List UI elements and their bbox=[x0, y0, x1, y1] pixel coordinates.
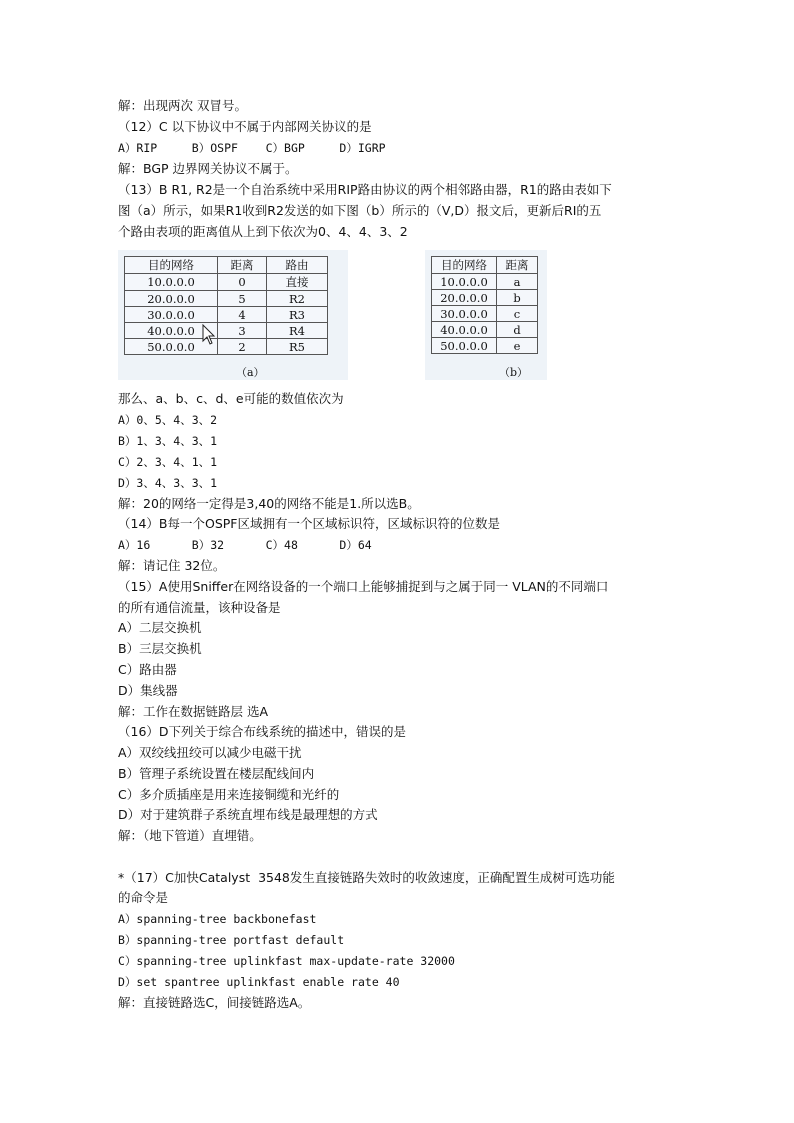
question-15-option-c: C）路由器 bbox=[118, 662, 177, 677]
question-15-line-1: （15）A使用Sniffer在网络设备的一个端口上能够捕捉到与之属于同一 VLAN的不同端口 bbox=[118, 579, 609, 594]
question-14: （14）B每一个OSPF区域拥有一个区域标识符，区域标识符的位数是 bbox=[118, 516, 500, 531]
question-12: （12）C 以下协议中不属于内部网关协议的是 bbox=[118, 119, 372, 134]
table-a-header-network: 目的网络 bbox=[125, 257, 218, 274]
table-a-header-row bbox=[125, 257, 328, 274]
table-cell: 50.0.0.0 bbox=[125, 339, 218, 355]
table-cell: 3 bbox=[218, 323, 267, 339]
table-b-header-row bbox=[432, 257, 538, 274]
question-15-line-2: 的所有通信流量，该种设备是 bbox=[118, 600, 281, 615]
table-cell: 10.0.0.0 bbox=[125, 274, 218, 291]
question-17-option-a: A）spanning-tree backbonefast bbox=[118, 912, 317, 926]
table-cell: e bbox=[497, 338, 538, 354]
question-15-option-a: A）二层交换机 bbox=[118, 620, 202, 635]
question-13-line-2: 图（a）所示，如果R1收到R2发送的如下图（b）所示的（V,D）报文后，更新后RI的五 bbox=[118, 203, 602, 218]
question-16-option-d: D）对于建筑群子系统直埋布线是最理想的方式 bbox=[118, 807, 378, 822]
answer-12-explanation: 解：BGP 边界网关协议不属于。 bbox=[118, 161, 298, 176]
question-17-option-b: B）spanning-tree portfast default bbox=[118, 933, 345, 947]
table-cell: 2 bbox=[218, 339, 267, 355]
mouse-cursor-icon bbox=[202, 324, 216, 346]
table-row bbox=[432, 306, 538, 322]
question-13-option-a: A）0、5、4、3、2 bbox=[118, 413, 218, 427]
table-row bbox=[432, 290, 538, 306]
table-cell: 10.0.0.0 bbox=[432, 274, 497, 290]
question-13-option-d: D）3、4、3、3、1 bbox=[118, 476, 218, 490]
table-row bbox=[125, 274, 328, 291]
question-15-option-b: B）三层交换机 bbox=[118, 641, 202, 656]
table-row bbox=[432, 322, 538, 338]
routing-table-b-figure bbox=[425, 250, 547, 380]
table-cell: a bbox=[497, 274, 538, 290]
answer-11-explanation: 解：出现两次 双冒号。 bbox=[118, 98, 247, 113]
question-16: （16）D下列关于综合布线系统的描述中，错误的是 bbox=[118, 724, 407, 739]
question-16-option-c: C）多介质插座是用来连接铜缆和光纤的 bbox=[118, 787, 340, 802]
question-13-option-c: C）2、3、4、1、1 bbox=[118, 455, 218, 469]
answer-14-explanation: 解：请记住 32位。 bbox=[118, 558, 226, 573]
table-cell: 50.0.0.0 bbox=[432, 338, 497, 354]
table-cell: R2 bbox=[267, 291, 328, 307]
table-cell: 30.0.0.0 bbox=[125, 307, 218, 323]
table-cell: R5 bbox=[267, 339, 328, 355]
question-12-options: A）RIP B）OSPF C）BGP D）IGRP bbox=[118, 141, 386, 155]
question-13-option-b: B）1、3、4、3、1 bbox=[118, 434, 218, 448]
table-cell: d bbox=[497, 322, 538, 338]
question-15-option-d: D）集线器 bbox=[118, 683, 178, 698]
table-b-caption: （b） bbox=[499, 366, 529, 379]
table-cell: c bbox=[497, 306, 538, 322]
table-cell: 0 bbox=[218, 274, 267, 291]
table-cell: 4 bbox=[218, 307, 267, 323]
answer-16-explanation: 解：（地下管道）直埋错。 bbox=[118, 828, 262, 843]
table-cell: 20.0.0.0 bbox=[125, 291, 218, 307]
table-row bbox=[432, 338, 538, 354]
routing-table-a-figure bbox=[118, 250, 348, 380]
table-a-caption: （a） bbox=[236, 366, 265, 379]
question-16-option-a: A）双绞线扭绞可以减少电磁干扰 bbox=[118, 745, 302, 760]
table-cell: 直接 bbox=[267, 274, 328, 291]
table-cell: 40.0.0.0 bbox=[125, 323, 218, 339]
question-17-option-d: D）set spantree uplinkfast enable rate 40 bbox=[118, 975, 400, 989]
routing-table-a bbox=[124, 256, 328, 355]
table-a-header-distance: 距离 bbox=[218, 257, 267, 274]
table-cell: 40.0.0.0 bbox=[432, 322, 497, 338]
table-row bbox=[125, 323, 328, 339]
question-16-option-b: B）管理子系统设置在楼层配线间内 bbox=[118, 766, 315, 781]
table-b-header-distance: 距离 bbox=[497, 257, 538, 274]
table-cell: R3 bbox=[267, 307, 328, 323]
question-17-line-2: 的命令是 bbox=[118, 890, 169, 905]
table-cell: b bbox=[497, 290, 538, 306]
question-13-prompt: 那么、a、b、c、d、e可能的数值依次为 bbox=[118, 391, 344, 406]
table-cell: R4 bbox=[267, 323, 328, 339]
table-row bbox=[125, 307, 328, 323]
table-cell: 30.0.0.0 bbox=[432, 306, 497, 322]
table-cell: 20.0.0.0 bbox=[432, 290, 497, 306]
question-17-option-c: C）spanning-tree uplinkfast max-update-rate 32000 bbox=[118, 954, 455, 968]
routing-table-b bbox=[431, 256, 538, 354]
table-b-header-network: 目的网络 bbox=[432, 257, 497, 274]
table-a-header-route: 路由 bbox=[267, 257, 328, 274]
table-row bbox=[125, 339, 328, 355]
table-row bbox=[432, 274, 538, 290]
question-17-line-1: *（17）C加快Catalyst 3548发生直接链路失效时的收敛速度，正确配置生成树可选功能 bbox=[118, 870, 615, 885]
question-14-options: A）16 B）32 C）48 D）64 bbox=[118, 538, 372, 552]
answer-13-explanation: 解：20的网络一定得是3,40的网络不能是1.所以选B。 bbox=[118, 496, 420, 511]
table-cell: 5 bbox=[218, 291, 267, 307]
answer-17-explanation: 解：直接链路选C，间接链路选A。 bbox=[118, 995, 311, 1010]
question-13-line-3: 个路由表项的距离值从上到下依次为0、4、4、3、2 bbox=[118, 224, 408, 239]
answer-15-explanation: 解：工作在数据链路层 选A bbox=[118, 704, 269, 719]
question-13-line-1: （13）B R1, R2是一个自治系统中采用RIP路由协议的两个相邻路由器，R1的路由表如下 bbox=[118, 182, 612, 197]
table-row bbox=[125, 291, 328, 307]
